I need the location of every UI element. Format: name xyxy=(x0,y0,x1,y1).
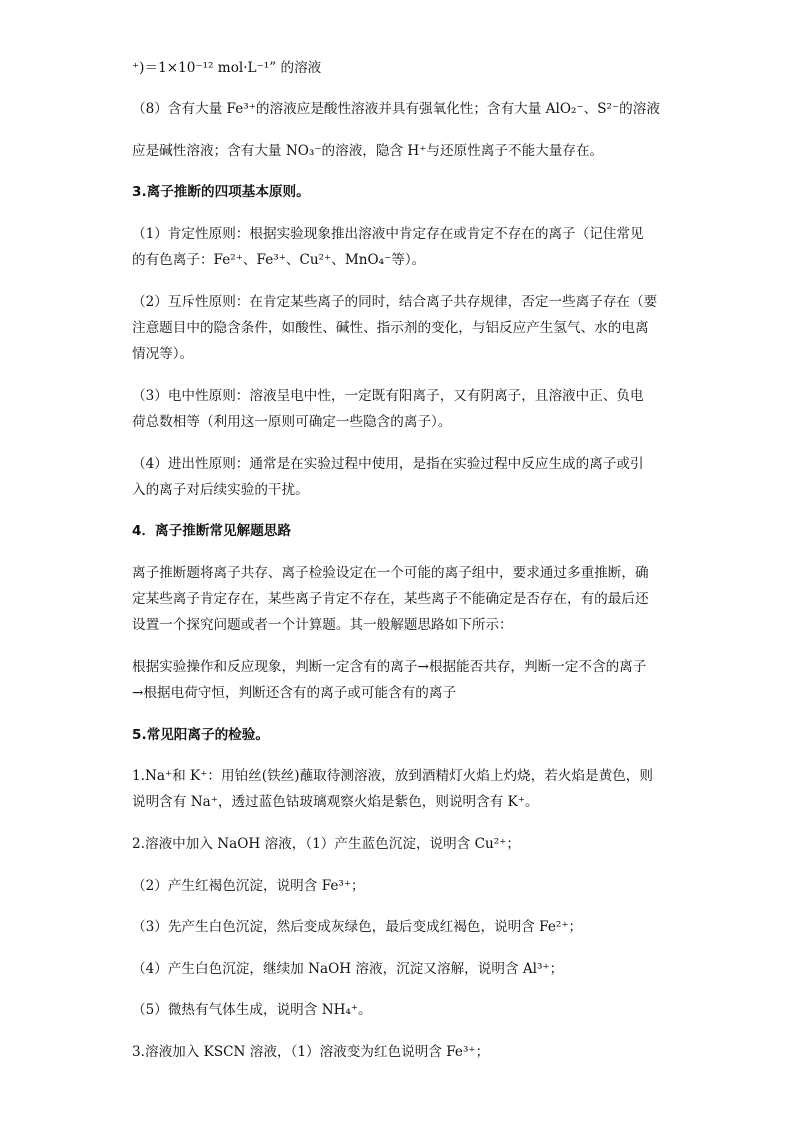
text-line: 的有色离子：Fe²⁺、Fe³⁺、Cu²⁺、MnO₄⁻等）。 xyxy=(132,252,426,268)
section-heading: 3.离子推断的四项基本原则。 xyxy=(132,184,310,200)
text-line: 根据实验操作和反应现象，判断一定含有的离子→根据能否共存，判断一定不含的离子 xyxy=(132,659,647,675)
text-line: 1.Na⁺和 K⁺：用铂丝(铁丝)蘸取待测溶液，放到酒精灯火焰上灼烧，若火焰是黄色，则 xyxy=(132,768,653,784)
text-line: 2.溶液中加入 NaOH 溶液，（1）产生蓝色沉淀，说明含 Cu²⁺； xyxy=(132,836,521,852)
text-line: （4）产生白色沉淀，继续加 NaOH 溶液，沉淀又溶解，说明含 Al³⁺； xyxy=(132,961,564,977)
text-line: （2）产生红褐色沉淀，说明含 Fe³⁺； xyxy=(132,878,365,894)
text-line: （3）电中性原则：溶液呈电中性，一定既有阳离子，又有阴离子，且溶液中正、负电 xyxy=(132,388,644,404)
text-line: 入的离子对后续实验的干扰。 xyxy=(132,482,309,498)
text-line: 3.溶液加入 KSCN 溶液，（1）溶液变为红色说明含 Fe³⁺； xyxy=(132,1044,490,1060)
text-line: （8）含有大量 Fe³⁺的溶液应是酸性溶液并具有强氧化性；含有大量 AlO₂⁻、S²⁻的溶液 xyxy=(132,101,660,117)
text-line: （3）先产生白色沉淀，然后变成灰绿色，最后变成红褐色，说明含 Fe²⁺； xyxy=(132,919,583,935)
text-line: 离子推断题将离子共存、离子检验设定在一个可能的离子组中，要求通过多重推断，确 xyxy=(132,565,649,581)
text-line: 说明含有 Na⁺，透过蓝色钴玻璃观察火焰是紫色，则说明含有 K⁺。 xyxy=(132,794,539,810)
text-line: 应是碱性溶液；含有大量 NO₃⁻的溶液，隐含 H⁺与还原性离子不能大量存在。 xyxy=(132,143,604,159)
text-line: （5）微热有气体生成，说明含 NH₄⁺。 xyxy=(132,1002,372,1018)
text-line: 注意题目中的隐含条件，如酸性、碱性、指示剂的变化，与铝反应产生氢气、水的电离 xyxy=(132,320,649,336)
text-line: →根据电荷守恒，判断还含有的离子或可能含有的离子 xyxy=(132,685,457,701)
text-line: 情况等）。 xyxy=(132,346,194,362)
text-line: （1）肯定性原则：根据实验现象推出溶液中肯定存在或肯定不存在的离子（记住常见 xyxy=(132,226,644,242)
text-line: （2）互斥性原则：在肯定某些离子的同时，结合离子共存规律，否定一些离子存在（要 xyxy=(132,294,658,310)
section-heading: 5.常见阳离子的检验。 xyxy=(132,727,269,743)
text-line: 设置一个探究问题或者一个计算题。其一般解题思路如下所示： xyxy=(132,617,513,633)
text-line: 荷总数相等（利用这一原则可确定一些隐含的离子）。 xyxy=(132,414,452,430)
text-line: ⁺)＝1×10⁻¹² mol·L⁻¹” 的溶液 xyxy=(132,60,322,76)
text-line: （4）进出性原则：通常是在实验过程中使用，是指在实验过程中反应生成的离子或引 xyxy=(132,456,644,472)
text-line: 定某些离子肯定存在，某些离子肯定不存在，某些离子不能确定是否存在，有的最后还 xyxy=(132,591,649,607)
section-heading: 4．离子推断常见解题思路 xyxy=(132,523,291,539)
